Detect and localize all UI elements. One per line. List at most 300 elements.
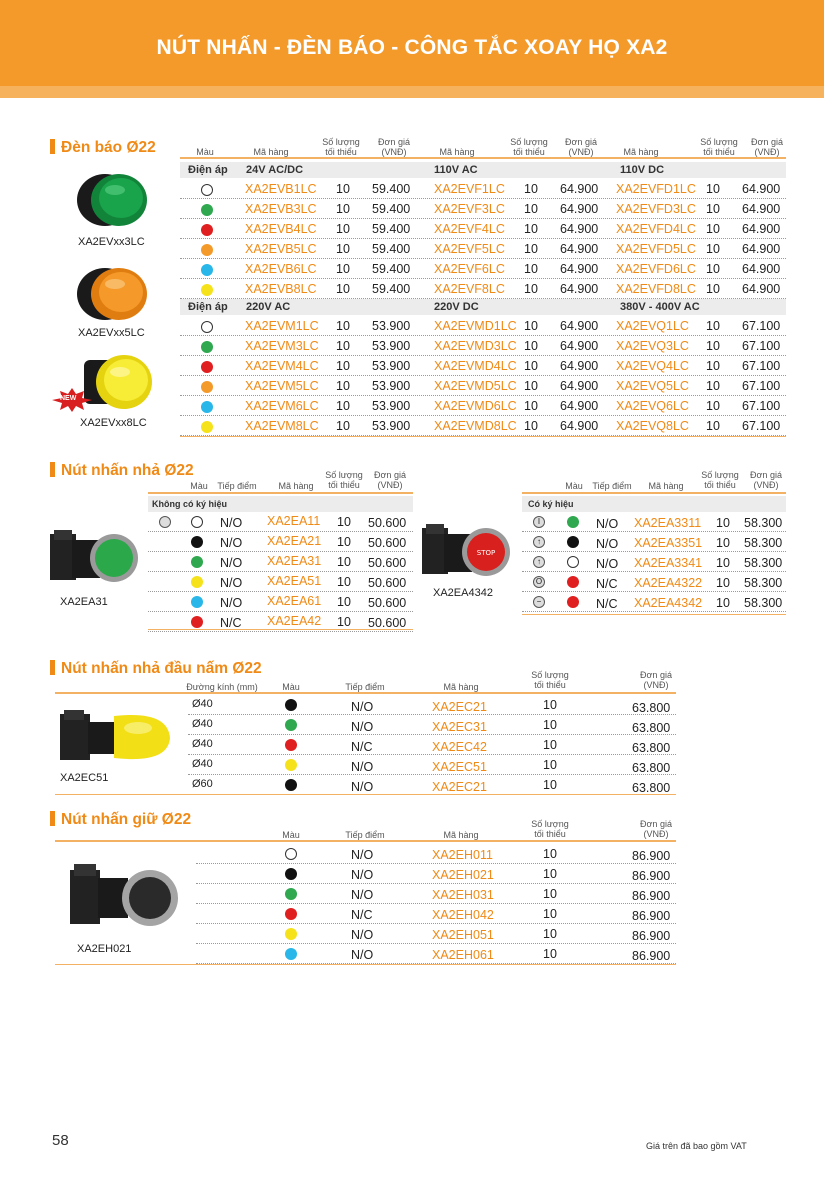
unit-price: 58.300: [744, 596, 783, 610]
row-divider: [180, 395, 786, 396]
min-quantity: 10: [543, 907, 557, 921]
row-divider: [180, 238, 786, 239]
contact-type: N/C: [351, 740, 373, 754]
unit-price: 64.900: [742, 222, 781, 236]
voltage-value: 110V AC: [434, 164, 478, 176]
hdr-dg-r-line1: Đơn giá: [750, 470, 782, 480]
contact-type: N/C: [596, 577, 618, 591]
hdr-dg-1-line1: Đơn giá: [378, 137, 410, 147]
contact-type: N/O: [596, 557, 619, 571]
min-quantity: 10: [524, 222, 538, 236]
min-quantity: 10: [706, 242, 720, 256]
min-quantity: 10: [336, 359, 350, 373]
min-quantity: 10: [524, 359, 538, 373]
contact-type: N/O: [220, 516, 243, 530]
white-dot-icon: [201, 321, 213, 333]
page-number: 58: [52, 1132, 69, 1149]
group-label-left: Không có ký hiệu: [152, 499, 228, 509]
unit-price: 63.800: [632, 741, 671, 755]
green-dot-icon: [567, 516, 579, 528]
hdr-mau: Màu: [282, 830, 300, 840]
product-code: XA2EA3351: [634, 536, 703, 550]
product-code: XA2EVMD5LC: [434, 379, 517, 393]
unit-price: 50.600: [368, 556, 407, 570]
blue-dot-icon: [285, 948, 297, 960]
product-code: XA2EVM5LC: [245, 379, 319, 393]
row-divider: [522, 591, 786, 592]
unit-price: 86.900: [632, 889, 671, 903]
voltage-value: 24V AC/DC: [246, 164, 304, 176]
min-quantity: 10: [706, 419, 720, 433]
row-divider: [148, 571, 413, 572]
hdr-tiep-diem: Tiếp điểm: [345, 830, 385, 840]
mushroom-button-image: [58, 706, 174, 766]
product-code: XA2EVMD3LC: [434, 339, 517, 353]
unit-price: 64.900: [742, 182, 781, 196]
min-quantity: 10: [336, 282, 350, 296]
unit-price: 67.100: [742, 359, 781, 373]
hdr-sl-2-line2: tối thiểu: [513, 147, 545, 157]
hdr-sl-line2: tối thiểu: [534, 829, 566, 839]
voltage-label: Điện áp: [188, 164, 228, 176]
min-quantity: 10: [524, 319, 538, 333]
row-divider: [180, 258, 786, 259]
yellow-dot-icon: [285, 928, 297, 940]
unit-price: 50.600: [368, 596, 407, 610]
row-divider: [180, 278, 786, 279]
diameter: Ø40: [192, 698, 213, 710]
hdr-sl-r-line1: Số lượng: [701, 470, 739, 480]
stop-push-button-image: [422, 520, 512, 584]
min-quantity: 10: [524, 182, 538, 196]
min-quantity: 10: [706, 399, 720, 413]
hdr-dg-line2: (VNĐ): [643, 829, 669, 839]
mushroom-bottom-rule: [55, 794, 676, 795]
unit-price: 64.900: [560, 399, 599, 413]
title-bar: [50, 462, 55, 477]
min-quantity: 10: [706, 182, 720, 196]
min-quantity: 10: [716, 596, 730, 610]
min-quantity: 10: [543, 887, 557, 901]
diameter: Ø40: [192, 718, 213, 730]
unit-price: 67.100: [742, 419, 781, 433]
hdr-ma-hang-1: Mã hàng: [253, 147, 289, 157]
product-code: XA2EVFD4LC: [616, 222, 696, 236]
red-dot-icon: [201, 361, 213, 373]
unit-price: 58.300: [744, 516, 783, 530]
unit-price: 59.400: [372, 242, 411, 256]
hdr-dg-2-line2: (VNĐ): [568, 147, 594, 157]
unit-price: 58.300: [744, 576, 783, 590]
unit-price: 86.900: [632, 849, 671, 863]
unit-price: 64.900: [742, 282, 781, 296]
push-symbol-icon: O: [533, 576, 545, 588]
green-lamp-image: [75, 172, 151, 228]
unit-price: 86.900: [632, 949, 671, 963]
row-divider: [180, 415, 786, 416]
unit-price: 63.800: [632, 721, 671, 735]
product-code: XA2EVQ8LC: [616, 419, 689, 433]
hdr-sl-2-line1: Số lượng: [510, 137, 548, 147]
green-dot-icon: [191, 556, 203, 568]
voltage-value: 220V AC: [246, 301, 291, 313]
unit-price: 53.900: [372, 419, 411, 433]
product-code: XA2EA4322: [634, 576, 703, 590]
blue-dot-icon: [191, 596, 203, 608]
min-quantity: 10: [706, 319, 720, 333]
hold-bottom-rule: [55, 964, 676, 965]
hdr-dg-1-line2: (VNĐ): [381, 147, 407, 157]
hdr-dg-line2: (VNĐ): [643, 680, 669, 690]
red-dot-icon: [567, 576, 579, 588]
lamp-caption-2: XA2EVxx5LC: [78, 327, 145, 339]
voltage-value: 220V DC: [434, 301, 479, 313]
product-code: XA2EH042: [432, 908, 494, 922]
hdr-mau-r: Màu: [565, 481, 583, 491]
row-divider: [522, 571, 786, 572]
product-code: XA2EA42: [267, 614, 322, 628]
product-code: XA2EVMD4LC: [434, 359, 517, 373]
hdr-sl-line1: Số lượng: [531, 819, 569, 829]
white-dot-icon: [285, 848, 297, 860]
green-dot-icon: [201, 341, 213, 353]
product-code: XA2EVMD1LC: [434, 319, 517, 333]
new-badge-text: NEW: [60, 395, 77, 402]
unit-price: 53.900: [372, 379, 411, 393]
mushroom-title-text: Nút nhấn nhả đầu nấm Ø22: [61, 660, 262, 677]
black-dot-icon: [285, 779, 297, 791]
unit-price: 50.600: [368, 516, 407, 530]
title-bar: [50, 139, 55, 154]
hdr-mau: Màu: [190, 481, 208, 491]
min-quantity: 10: [716, 556, 730, 570]
hdr-sl-3-line2: tối thiểu: [703, 147, 735, 157]
product-code: XA2EVM4LC: [245, 359, 319, 373]
page-title: NÚT NHẤN - ĐÈN BÁO - CÔNG TẮC XOAY HỌ XA2: [156, 36, 668, 59]
blue-dot-icon: [201, 401, 213, 413]
row-divider: [188, 774, 676, 775]
lamp-section-title: [50, 139, 156, 157]
yellow-dot-icon: [285, 759, 297, 771]
contact-type: N/O: [351, 760, 374, 774]
min-quantity: 10: [336, 399, 350, 413]
contact-type: N/O: [220, 576, 243, 590]
diameter: Ø40: [192, 738, 213, 750]
product-code: XA2EVF5LC: [434, 242, 505, 256]
min-quantity: 10: [337, 555, 351, 569]
hdr-ma-hang: Mã hàng: [443, 682, 479, 692]
min-quantity: 10: [336, 339, 350, 353]
lamp-header-rule: [180, 157, 786, 159]
product-code: XA2EVFD3LC: [616, 202, 696, 216]
hdr-tiep-diem: Tiếp điểm: [217, 481, 257, 491]
red-dot-icon: [285, 739, 297, 751]
hdr-dg-2-line1: Đơn giá: [565, 137, 597, 147]
green-dot-icon: [285, 719, 297, 731]
contact-type: N/O: [351, 780, 374, 794]
min-quantity: 10: [706, 379, 720, 393]
min-quantity: 10: [336, 379, 350, 393]
min-quantity: 10: [336, 202, 350, 216]
hold-caption: XA2EH021: [77, 943, 132, 955]
row-divider: [180, 375, 786, 376]
hdr-mau: Màu: [196, 147, 214, 157]
product-code: XA2EVF4LC: [434, 222, 505, 236]
min-quantity: 10: [336, 182, 350, 196]
product-code: XA2EC21: [432, 700, 487, 714]
min-quantity: 10: [337, 575, 351, 589]
product-code: XA2EVMD8LC: [434, 419, 517, 433]
min-quantity: 10: [706, 202, 720, 216]
product-code: XA2EVQ5LC: [616, 379, 689, 393]
row-divider: [180, 335, 786, 336]
min-quantity: 10: [716, 536, 730, 550]
product-code: XA2EVB5LC: [245, 242, 317, 256]
unit-price: 53.900: [372, 359, 411, 373]
product-code: XA2EVFD8LC: [616, 282, 696, 296]
hdr-ma-hang-r: Mã hàng: [648, 481, 684, 491]
row-divider: [148, 631, 413, 632]
min-quantity: 10: [524, 339, 538, 353]
row-divider: [196, 923, 676, 924]
unit-price: 64.900: [742, 262, 781, 276]
product-code: XA2EH051: [432, 928, 494, 942]
min-quantity: 10: [716, 516, 730, 530]
min-quantity: 10: [336, 222, 350, 236]
row-divider: [196, 943, 676, 944]
hdr-sl-line1: Số lượng: [325, 470, 363, 480]
voltage-label: Điện áp: [188, 301, 228, 313]
hdr-tiep-diem: Tiếp điểm: [345, 682, 385, 692]
hdr-ma-hang-2: Mã hàng: [439, 147, 475, 157]
product-code: XA2EVFD1LC: [616, 182, 696, 196]
product-code: XA2EH011: [432, 848, 493, 862]
lamp-caption-3: XA2EVxx8LC: [80, 417, 147, 429]
product-code: XA2EVB8LC: [245, 282, 317, 296]
unit-price: 64.900: [560, 282, 599, 296]
hdr-sl-3-line1: Số lượng: [700, 137, 738, 147]
min-quantity: 10: [337, 615, 351, 629]
hdr-dg-line2: (VNĐ): [377, 480, 403, 490]
min-quantity: 10: [543, 927, 557, 941]
unit-price: 64.900: [560, 242, 599, 256]
hdr-sl-r-line2: tối thiểu: [704, 480, 736, 490]
product-code: XA2EH021: [432, 868, 494, 882]
unit-price: 67.100: [742, 379, 781, 393]
green-dot-icon: [285, 888, 297, 900]
hold-header-rule: [55, 840, 676, 842]
contact-type: N/O: [220, 556, 243, 570]
title-bar: [50, 811, 55, 826]
blank-symbol-icon: [159, 516, 171, 528]
min-quantity: 10: [337, 535, 351, 549]
product-code: XA2EVF3LC: [434, 202, 505, 216]
product-code: XA2EA21: [267, 534, 322, 548]
unit-price: 64.900: [560, 359, 599, 373]
min-quantity: 10: [706, 222, 720, 236]
product-code: XA2EVQ4LC: [616, 359, 689, 373]
unit-price: 86.900: [632, 929, 671, 943]
product-code: XA2EVB1LC: [245, 182, 317, 196]
red-dot-icon: [191, 616, 203, 628]
unit-price: 58.300: [744, 556, 783, 570]
unit-price: 63.800: [632, 701, 671, 715]
black-dot-icon: [285, 699, 297, 711]
orange-dot-icon: [201, 244, 213, 256]
unit-price: 50.600: [368, 616, 407, 630]
unit-price: 64.900: [560, 222, 599, 236]
min-quantity: 10: [336, 319, 350, 333]
hold-title-text: Nút nhấn giữ Ø22: [61, 811, 192, 828]
banner-stripe: [0, 86, 824, 98]
hdr-sl-line1: Số lượng: [531, 670, 569, 680]
min-quantity: 10: [337, 595, 351, 609]
min-quantity: 10: [524, 399, 538, 413]
svg-text:STOP: STOP: [476, 549, 496, 557]
contact-type: N/O: [351, 848, 374, 862]
unit-price: 64.900: [560, 182, 599, 196]
product-code: XA2EA4342: [634, 596, 703, 610]
product-code: XA2EA61: [267, 594, 322, 608]
unit-price: 63.800: [632, 761, 671, 775]
contact-type: N/O: [220, 536, 243, 550]
product-code: XA2EVQ3LC: [616, 339, 689, 353]
unit-price: 64.900: [560, 319, 599, 333]
row-divider: [188, 754, 676, 755]
black-dot-icon: [567, 536, 579, 548]
white-dot-icon: [567, 556, 579, 568]
product-code: XA2EVM3LC: [245, 339, 319, 353]
product-code: XA2EVMD6LC: [434, 399, 517, 413]
unit-price: 59.400: [372, 182, 411, 196]
min-quantity: 10: [706, 282, 720, 296]
contact-type: N/O: [351, 928, 374, 942]
hdr-mau: Màu: [282, 682, 300, 692]
min-quantity: 10: [543, 698, 557, 712]
unit-price: 53.900: [372, 399, 411, 413]
orange-lamp-image: [75, 266, 151, 322]
white-dot-icon: [201, 184, 213, 196]
unit-price: 50.600: [368, 576, 407, 590]
red-dot-icon: [567, 596, 579, 608]
push-symbol-icon: −: [533, 596, 545, 608]
row-divider: [188, 734, 676, 735]
group-label-right: Có ký hiệu: [528, 499, 574, 509]
product-code: XA2EVFD5LC: [616, 242, 696, 256]
min-quantity: 10: [543, 847, 557, 861]
hdr-sl-1-line1: Số lượng: [322, 137, 360, 147]
green-push-button-image: [50, 526, 140, 590]
min-quantity: 10: [716, 576, 730, 590]
row-divider: [180, 218, 786, 219]
product-code: XA2EA31: [267, 554, 322, 568]
yellow-dot-icon: [201, 284, 213, 296]
product-code: XA2EC51: [432, 760, 487, 774]
product-code: XA2EVF8LC: [434, 282, 505, 296]
min-quantity: 10: [543, 867, 557, 881]
min-quantity: 10: [337, 515, 351, 529]
unit-price: 59.400: [372, 262, 411, 276]
min-quantity: 10: [524, 202, 538, 216]
push-section-title: [50, 462, 194, 480]
push-right-caption: XA2EA4342: [433, 587, 493, 599]
hdr-ma-hang-3: Mã hàng: [623, 147, 659, 157]
push-header-rule-right: [522, 492, 786, 494]
lamp-caption-1: XA2EVxx3LC: [78, 236, 145, 248]
contact-type: N/O: [351, 948, 374, 962]
product-code: XA2EC42: [432, 740, 487, 754]
red-dot-icon: [201, 224, 213, 236]
min-quantity: 10: [543, 758, 557, 772]
unit-price: 67.100: [742, 339, 781, 353]
unit-price: 67.100: [742, 319, 781, 333]
min-quantity: 10: [524, 379, 538, 393]
row-divider: [148, 611, 413, 612]
product-code: XA2EA11: [267, 514, 321, 528]
contact-type: N/O: [596, 537, 619, 551]
orange-dot-icon: [201, 381, 213, 393]
lamp-bottom-rule: [180, 436, 786, 437]
hdr-ma-hang: Mã hàng: [278, 481, 314, 491]
unit-price: 53.900: [372, 319, 411, 333]
row-divider: [196, 883, 676, 884]
voltage-value: 110V DC: [620, 164, 665, 176]
hdr-sl-1-line2: tối thiểu: [325, 147, 357, 157]
min-quantity: 10: [336, 242, 350, 256]
unit-price: 64.900: [560, 339, 599, 353]
product-code: XA2EA3311: [634, 516, 702, 530]
unit-price: 86.900: [632, 909, 671, 923]
row-divider: [522, 551, 786, 552]
contact-type: N/O: [351, 888, 374, 902]
hdr-duong-kinh: Đường kính (mm): [186, 682, 258, 692]
push-symbol-icon: ↑: [533, 556, 545, 568]
yellow-dot-icon: [191, 576, 203, 588]
product-code: XA2EVQ6LC: [616, 399, 689, 413]
hdr-tiep-diem-r: Tiếp điểm: [592, 481, 632, 491]
diameter: Ø60: [192, 778, 213, 790]
mushroom-header-rule: [55, 692, 676, 694]
unit-price: 59.400: [372, 282, 411, 296]
min-quantity: 10: [524, 242, 538, 256]
product-code: XA2EVF6LC: [434, 262, 505, 276]
product-code: XA2EVF1LC: [434, 182, 505, 196]
product-code: XA2EVB6LC: [245, 262, 317, 276]
min-quantity: 10: [336, 419, 350, 433]
min-quantity: 10: [524, 419, 538, 433]
min-quantity: 10: [543, 947, 557, 961]
row-divider: [188, 714, 676, 715]
contact-type: N/O: [596, 517, 619, 531]
hold-button-image: [66, 858, 182, 930]
unit-price: 53.900: [372, 339, 411, 353]
hdr-dg-3-line1: Đơn giá: [751, 137, 783, 147]
unit-price: 64.900: [742, 202, 781, 216]
row-divider: [522, 531, 786, 532]
hdr-ma-hang: Mã hàng: [443, 830, 479, 840]
unit-price: 58.300: [744, 536, 783, 550]
product-code: XA2EVB3LC: [245, 202, 317, 216]
min-quantity: 10: [543, 718, 557, 732]
product-code: XA2EH061: [432, 948, 494, 962]
mushroom-section-title: [50, 660, 262, 678]
unit-price: 86.900: [632, 869, 671, 883]
hold-section-title: [50, 811, 191, 829]
product-code: XA2EC31: [432, 720, 487, 734]
row-divider: [148, 591, 413, 592]
hdr-dg-r-line2: (VNĐ): [753, 480, 779, 490]
mushroom-caption: XA2EC51: [60, 772, 109, 784]
